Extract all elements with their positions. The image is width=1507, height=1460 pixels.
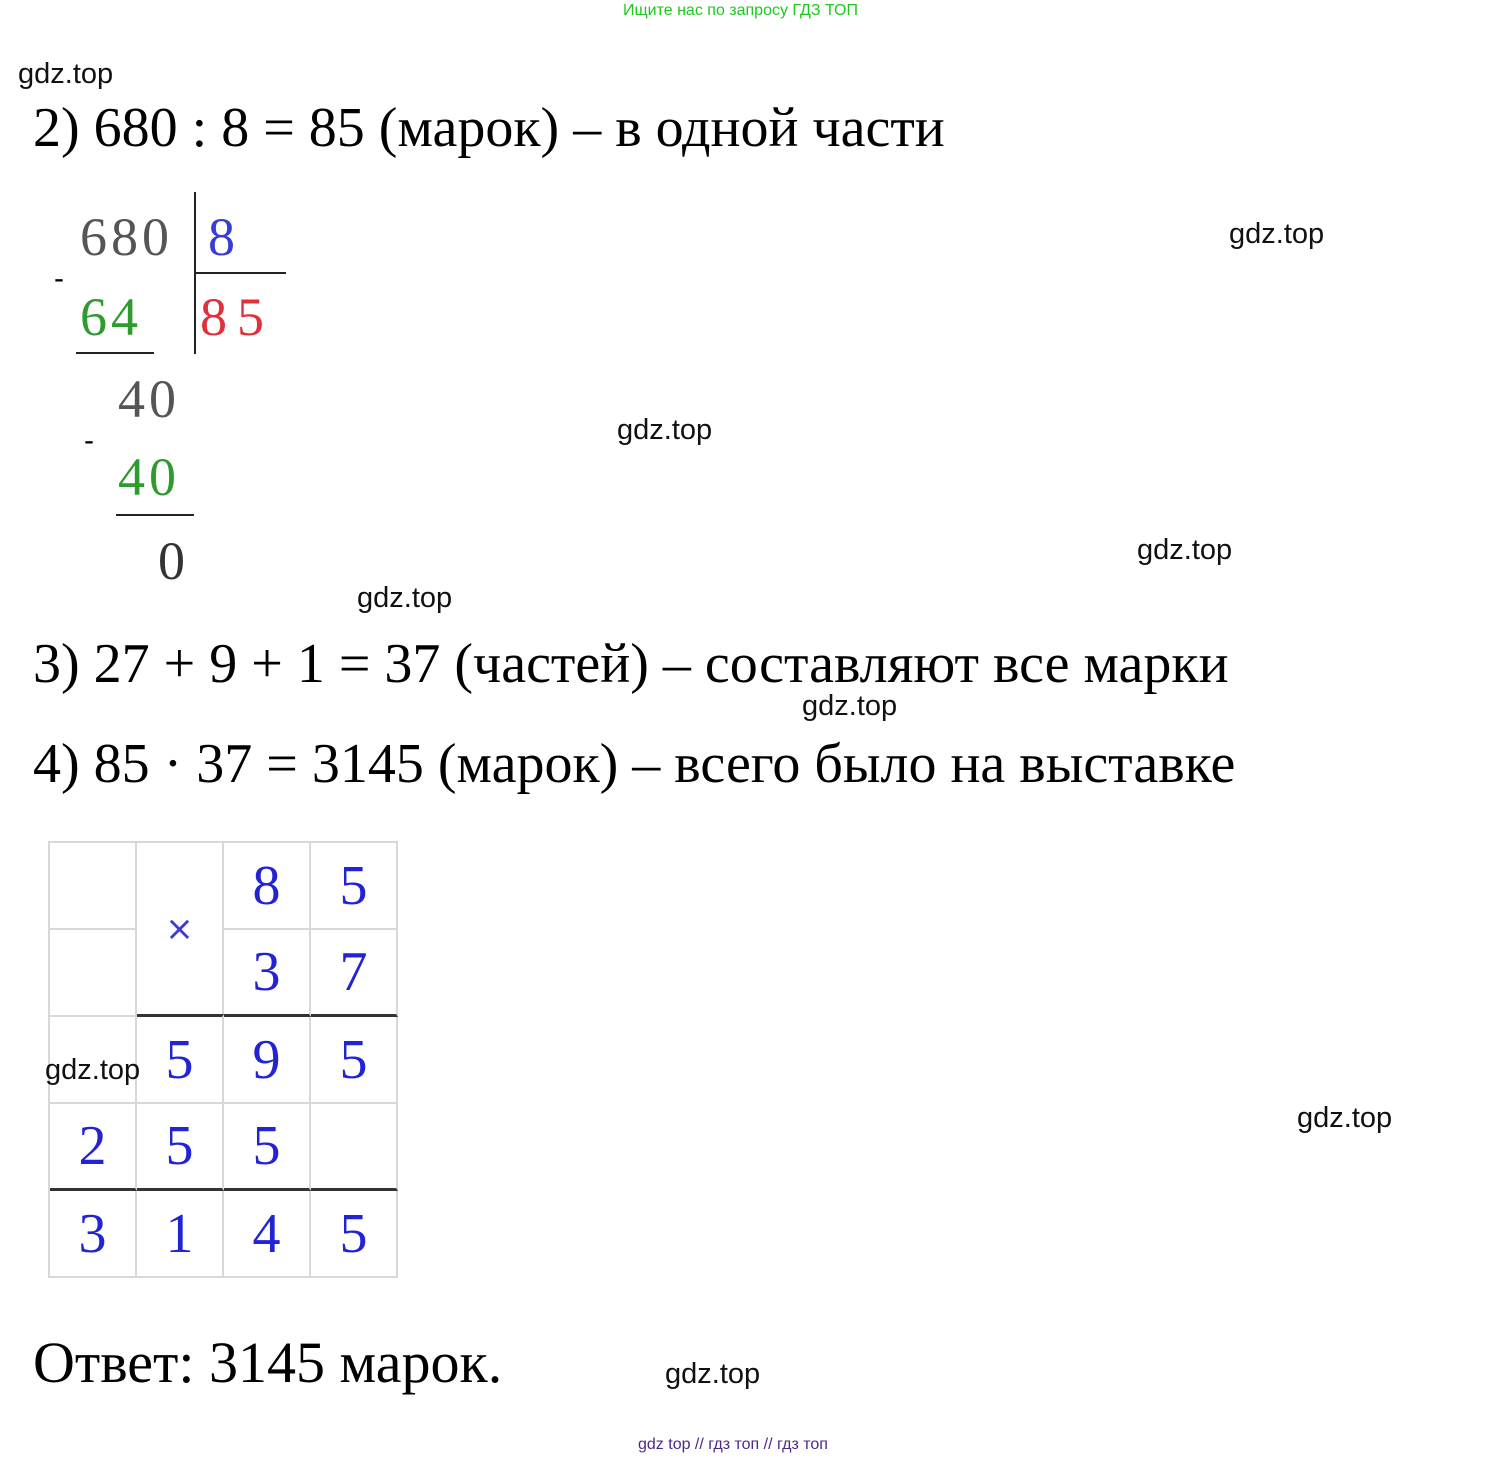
grid-cell [311, 1104, 398, 1191]
remainder-final: 0 [158, 531, 189, 591]
subtrahend-2: 40 [118, 447, 180, 507]
underline-2 [116, 514, 194, 516]
top-banner: Ищите нас по запросу ГДЗ ТОП [623, 2, 858, 19]
grid-cell: 1 [137, 1191, 224, 1278]
minus-sign: - [54, 262, 64, 295]
underline-1 [76, 352, 154, 354]
grid-cell: 8 [224, 843, 311, 930]
grid-cell: 5 [311, 1017, 398, 1104]
times-sign: × [137, 843, 224, 1017]
watermark: gdz.top [1297, 1102, 1393, 1134]
dividend: 680 [80, 207, 173, 267]
watermark: gdz.top [617, 414, 713, 446]
grid-cell: 5 [137, 1104, 224, 1191]
step-2-text: 2) 680 : 8 = 85 (марок) – в одной части [33, 97, 945, 159]
grid-cell: 3 [224, 930, 311, 1017]
watermark: gdz.top [45, 1054, 141, 1086]
watermark: gdz.top [665, 1358, 761, 1390]
grid-cell [50, 843, 137, 930]
grid-cell: 7 [311, 930, 398, 1017]
grid-cell: 2 [50, 1104, 137, 1191]
watermark: gdz.top [18, 58, 114, 90]
division-bracket-horizontal [194, 272, 286, 274]
grid-cell: 5 [311, 1191, 398, 1278]
grid-cell: 4 [224, 1191, 311, 1278]
step-3-text: 3) 27 + 9 + 1 = 37 (частей) – составляют все марки [33, 633, 1229, 695]
grid-cell: 3 [50, 1191, 137, 1278]
grid-cell: 5 [224, 1104, 311, 1191]
footer-links: gdz top // гдз топ // гдз топ [638, 1436, 828, 1453]
grid-cell: 9 [224, 1017, 311, 1104]
minus-sign: - [84, 424, 94, 457]
divisor: 8 [208, 207, 239, 267]
answer-text: Ответ: 3145 марок. [33, 1330, 503, 1395]
quotient: 85 [200, 287, 274, 347]
watermark: gdz.top [357, 582, 453, 614]
grid-cell: 5 [311, 843, 398, 930]
watermark: gdz.top [802, 690, 898, 722]
subtrahend-1: 64 [80, 287, 142, 347]
step-4-text: 4) 85 · 37 = 3145 (марок) – всего было на выставке [33, 733, 1236, 795]
grid-cell [50, 930, 137, 1017]
grid-cell: 5 [137, 1014, 224, 1104]
remainder-1: 40 [118, 369, 180, 429]
watermark: gdz.top [1229, 218, 1325, 250]
watermark: gdz.top [1137, 534, 1233, 566]
